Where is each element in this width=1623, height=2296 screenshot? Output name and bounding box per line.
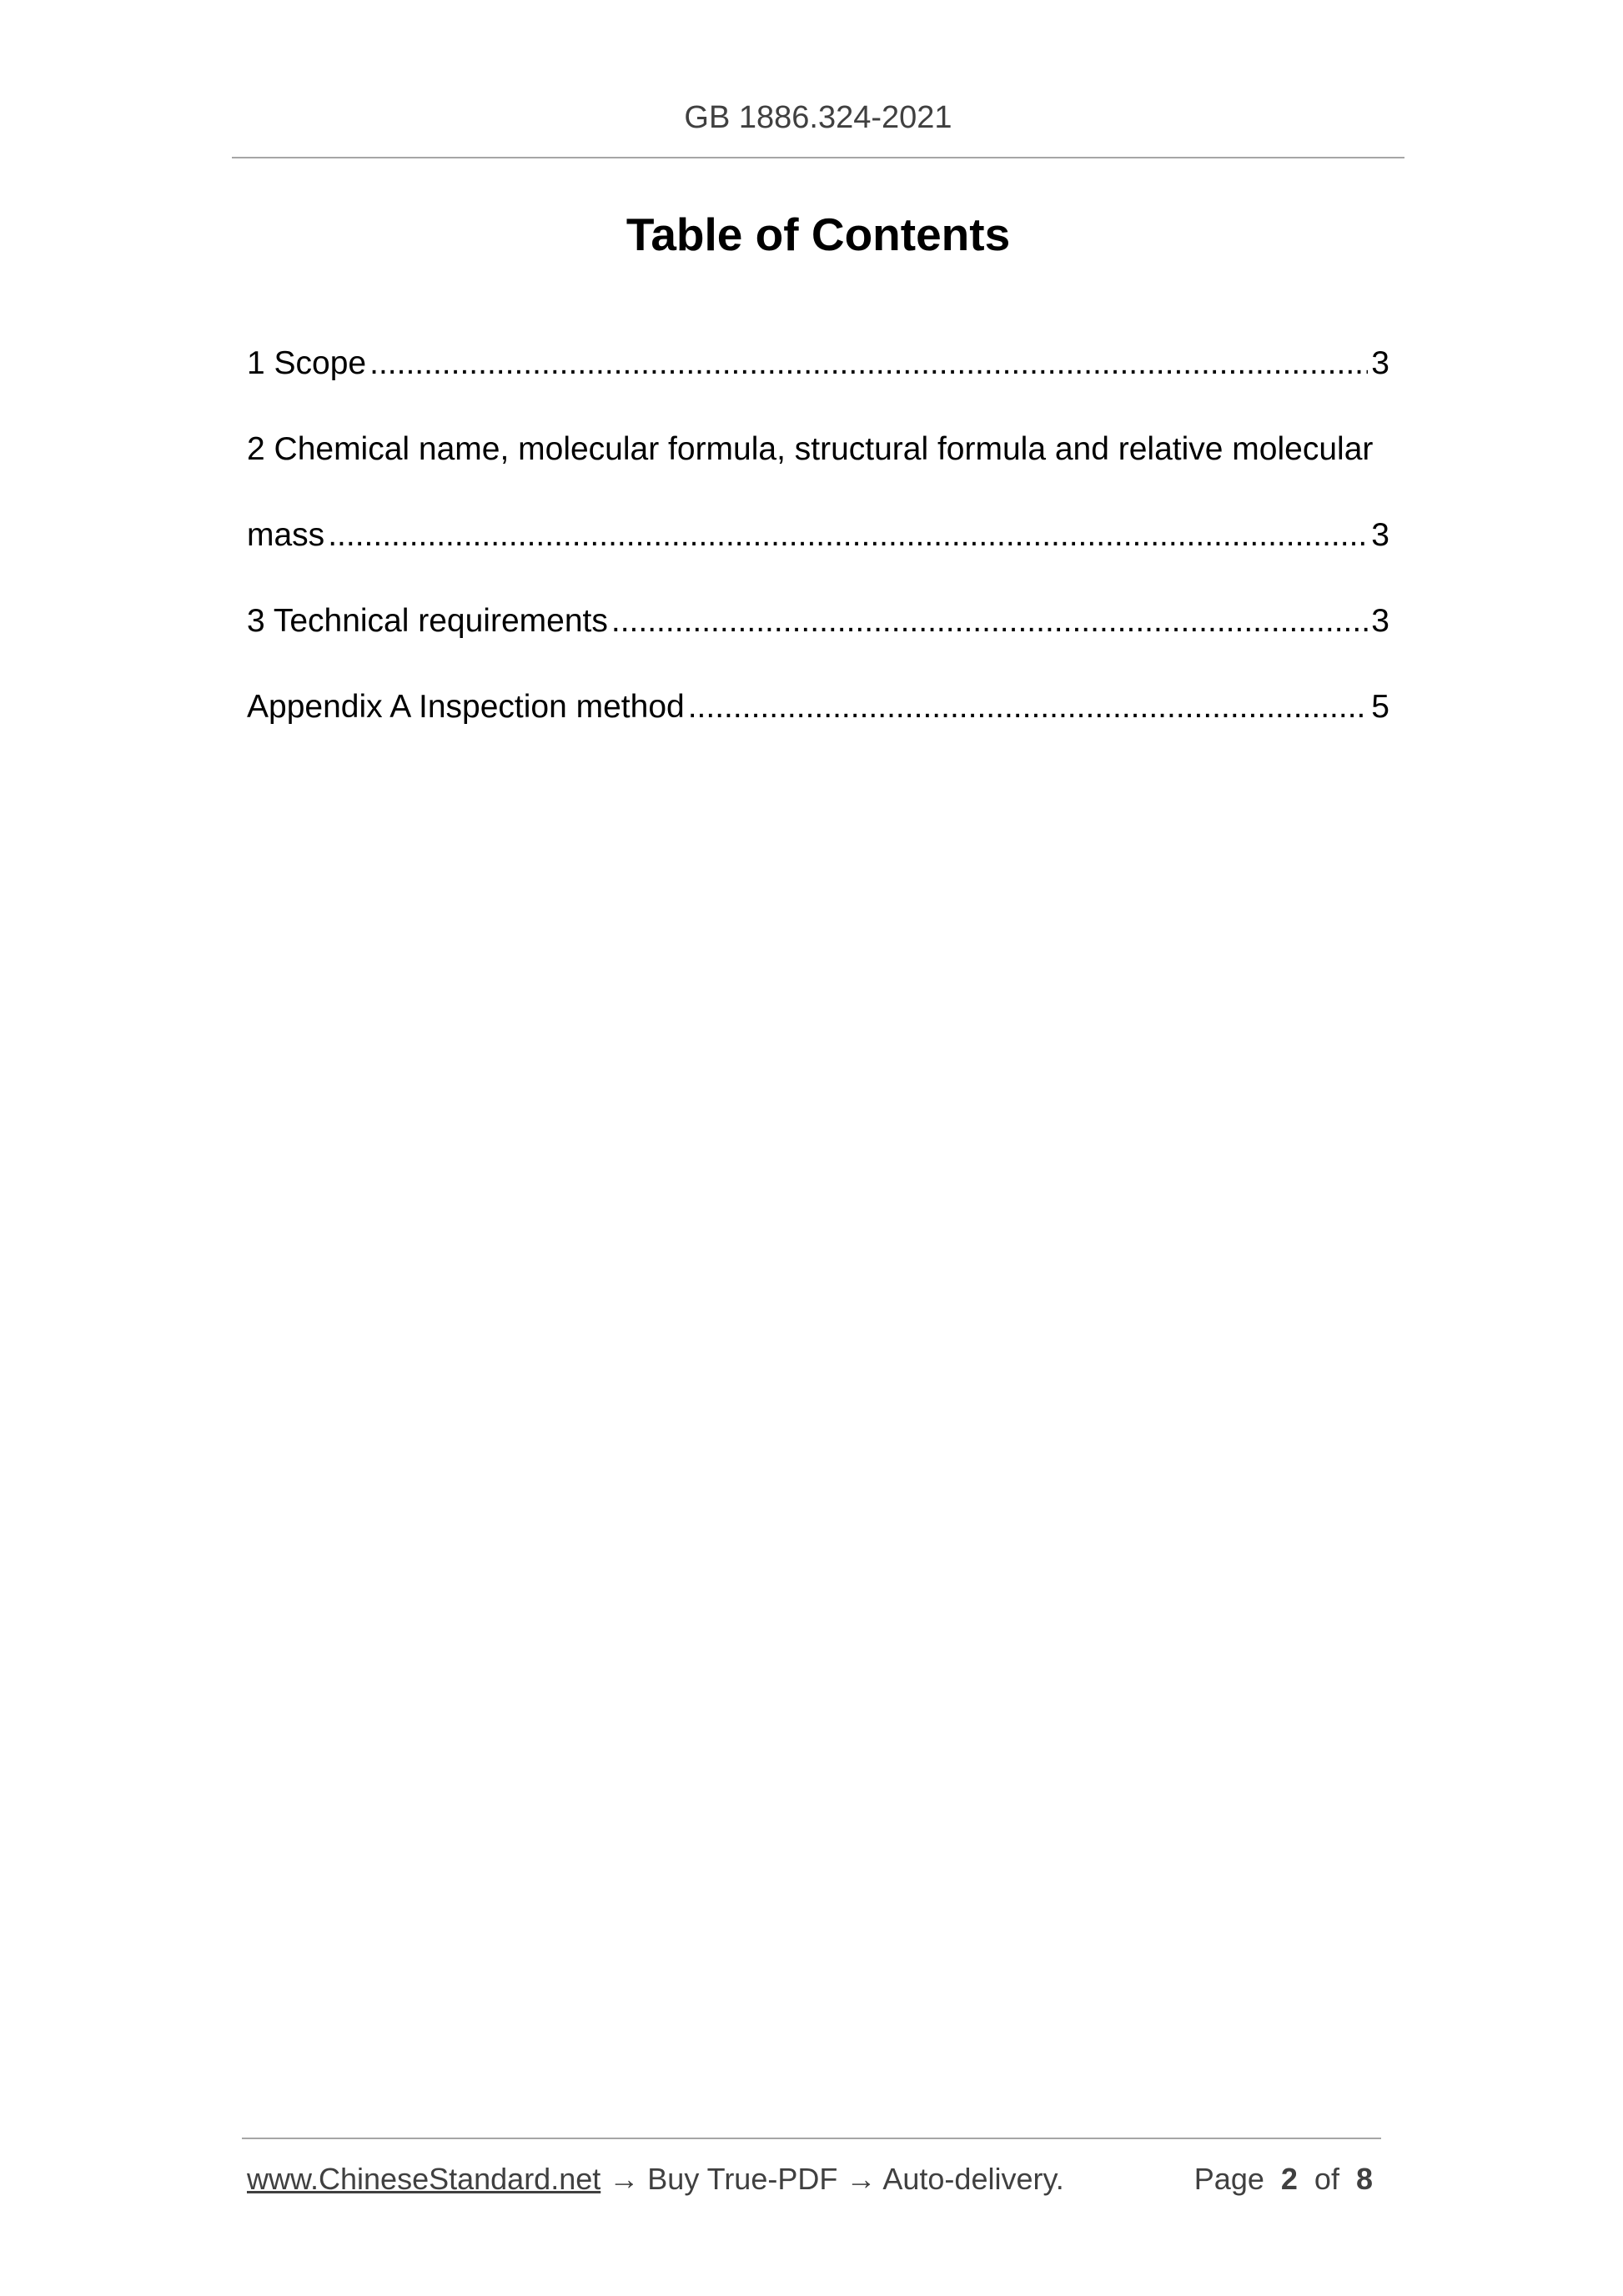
page-total: 8 <box>1355 2162 1373 2196</box>
arrow-right-icon: → <box>846 2162 877 2196</box>
toc-entry-text: 1 Scope <box>247 345 367 381</box>
toc-entry-scope[interactable] <box>247 340 1389 426</box>
table-of-contents <box>247 340 1389 770</box>
toc-entry-page: 5 <box>1371 689 1389 725</box>
toc-entry-page: 3 <box>1371 345 1389 381</box>
footer-divider <box>242 2138 1381 2139</box>
toc-dot-leader <box>369 340 1368 387</box>
toc-dot-leader <box>611 598 1368 645</box>
page-number <box>1194 2158 1373 2200</box>
page-header: GB 1886.324-2021 <box>684 100 952 135</box>
toc-entry-text: Appendix A Inspection method <box>247 689 685 725</box>
toc-title: Table of Contents <box>626 208 1011 260</box>
footer-website-link[interactable]: www.ChineseStandard.net <box>247 2162 601 2196</box>
page-label: Page <box>1193 2162 1264 2196</box>
toc-entry-text: mass <box>247 517 325 553</box>
toc-entry-chemical-name-continued[interactable] <box>247 512 1389 598</box>
toc-dot-leader <box>328 512 1368 559</box>
page-footer <box>247 2158 1381 2200</box>
footer-delivery-text: Auto-delivery. <box>882 2162 1064 2196</box>
toc-entry-appendix-a[interactable] <box>247 684 1389 770</box>
toc-entry-text: 2 Chemical name, molecular formula, structural formula and relative molecular <box>247 431 1374 467</box>
page-of-label: of <box>1314 2162 1339 2196</box>
toc-entry-page: 3 <box>1371 517 1389 553</box>
header-divider <box>232 157 1404 158</box>
toc-entry-text: 3 Technical requirements <box>247 603 608 639</box>
footer-buy-text: Buy True-PDF <box>647 2162 838 2196</box>
toc-entry-technical-requirements[interactable] <box>247 598 1389 684</box>
arrow-right-icon: → <box>609 2162 640 2196</box>
page-current: 2 <box>1280 2162 1298 2196</box>
toc-entry-chemical-name[interactable] <box>247 426 1389 512</box>
footer-promo <box>247 2158 1064 2200</box>
toc-entry-page: 3 <box>1371 603 1389 639</box>
toc-dot-leader <box>688 684 1369 731</box>
